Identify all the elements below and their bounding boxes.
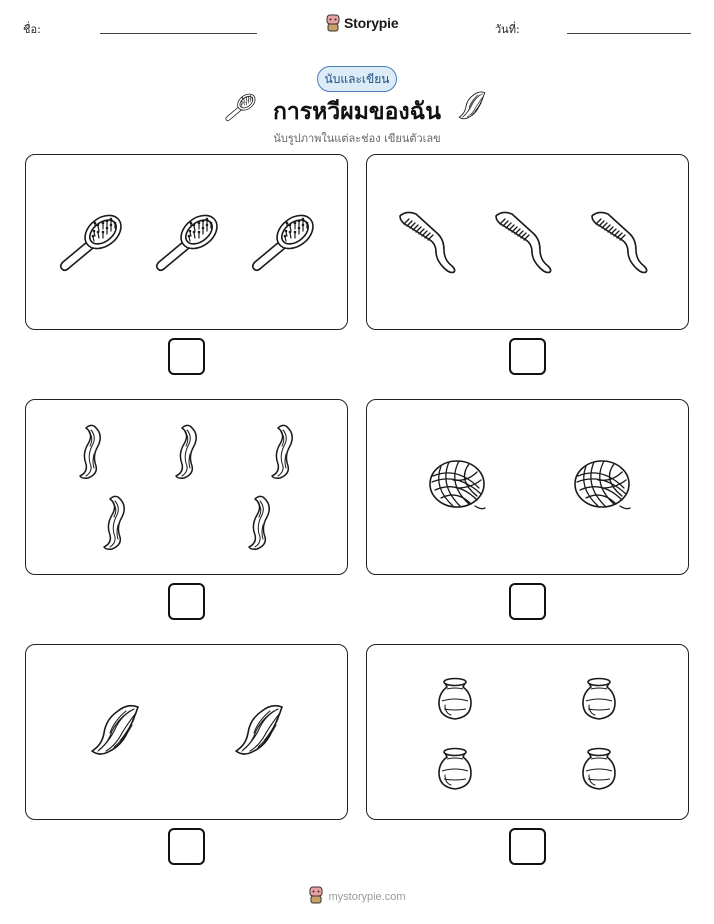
page-title: การหวีผมของฉัน xyxy=(272,99,442,125)
count-card-jar xyxy=(366,644,689,820)
brand-logo xyxy=(325,13,398,33)
hair-lock-picture xyxy=(232,703,286,759)
jar-picture xyxy=(579,745,619,791)
count-card-hair-strand xyxy=(25,399,348,575)
jar-picture xyxy=(435,745,475,791)
answer-box-comb[interactable] xyxy=(509,338,546,375)
hairbrush-picture xyxy=(57,210,127,274)
hair-lock-picture xyxy=(88,703,142,759)
yarn-ball-picture xyxy=(572,458,632,512)
count-card-hairbrush xyxy=(25,154,348,330)
answer-box-hair-strand[interactable] xyxy=(168,583,205,620)
date-line[interactable] xyxy=(567,33,691,34)
answer-box-hairbrush[interactable] xyxy=(168,338,205,375)
storypie-mascot-icon xyxy=(325,14,341,32)
answer-box-jar[interactable] xyxy=(509,828,546,865)
comb-picture xyxy=(492,208,562,274)
footer-url[interactable]: mystorypie.com xyxy=(328,891,406,903)
activity-badge: นับและเขียน xyxy=(317,66,397,92)
hair-strand-picture xyxy=(172,424,202,480)
hairbrush-picture xyxy=(249,210,319,274)
name-line[interactable] xyxy=(100,33,257,34)
hairbrush-picture xyxy=(153,210,223,274)
storypie-mascot-icon xyxy=(308,886,324,908)
brand-name: Storypie xyxy=(344,15,399,31)
yarn-ball-picture xyxy=(427,458,487,512)
hair-strand-picture xyxy=(100,495,130,551)
hair-strand-picture xyxy=(268,424,298,480)
hair-lock-icon xyxy=(457,90,491,124)
comb-picture xyxy=(396,208,466,274)
jar-picture xyxy=(579,675,619,721)
answer-box-yarn-ball[interactable] xyxy=(509,583,546,620)
date-label: วันที่: xyxy=(495,23,520,36)
count-card-yarn-ball xyxy=(366,399,689,575)
count-card-comb xyxy=(366,154,689,330)
answer-box-hair-lock[interactable] xyxy=(168,828,205,865)
jar-picture xyxy=(435,675,475,721)
page-instructions: นับรูปภาพในแต่ละช่อง เขียนตัวเลข xyxy=(273,132,441,145)
footer xyxy=(0,886,714,908)
comb-picture xyxy=(588,208,658,274)
hair-strand-picture xyxy=(245,495,275,551)
name-label: ชื่อ: xyxy=(23,23,41,36)
hair-strand-picture xyxy=(76,424,106,480)
count-card-hair-lock xyxy=(25,644,348,820)
